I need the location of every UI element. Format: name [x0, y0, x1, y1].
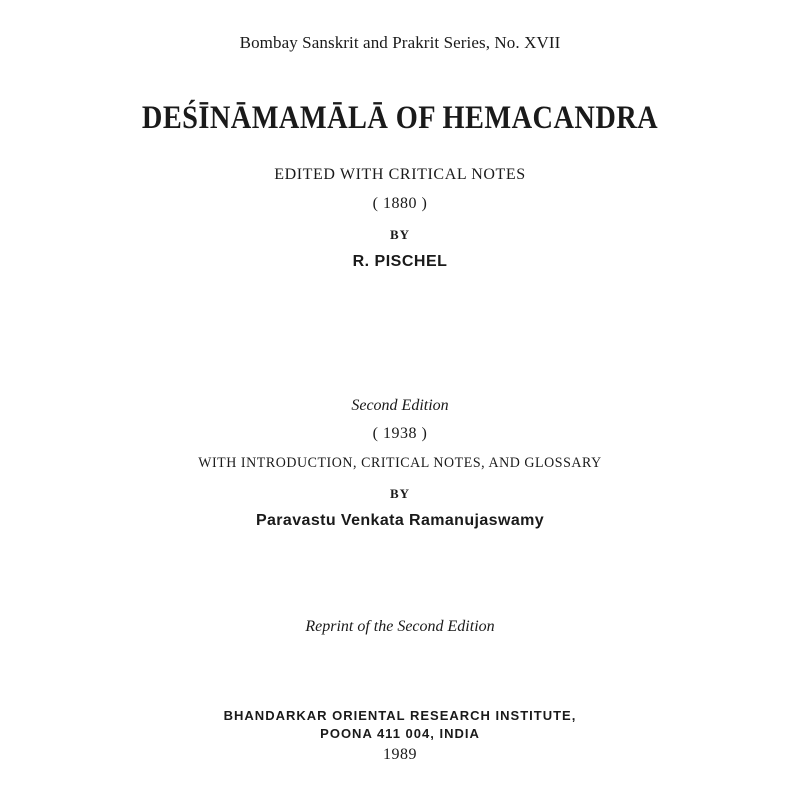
book-title: DEŚĪNĀMAMĀLĀ OF HEMACANDRA: [141, 100, 659, 136]
publication-year: 1989: [383, 746, 417, 763]
edition-label: Second Edition: [351, 397, 449, 414]
publisher-address: POONA 411 004, INDIA: [320, 726, 480, 741]
series-line: Bombay Sanskrit and Prakrit Series, No. XVII: [239, 33, 561, 52]
first-author: R. PISCHEL: [352, 253, 448, 270]
edited-line: EDITED WITH CRITICAL NOTES: [274, 166, 526, 183]
first-edition-year: ( 1880 ): [372, 195, 428, 212]
by-label-first: BY: [389, 227, 411, 242]
by-label-second: BY: [389, 486, 411, 501]
introduction-line: WITH INTRODUCTION, CRITICAL NOTES, AND GLOSSARY: [198, 455, 602, 471]
second-author: Paravastu Venkata Ramanujaswamy: [255, 512, 545, 529]
second-edition-year: ( 1938 ): [372, 425, 428, 442]
reprint-note: Reprint of the Second Edition: [305, 618, 495, 635]
publisher-name: BHANDARKAR ORIENTAL RESEARCH INSTITUTE,: [223, 708, 577, 723]
